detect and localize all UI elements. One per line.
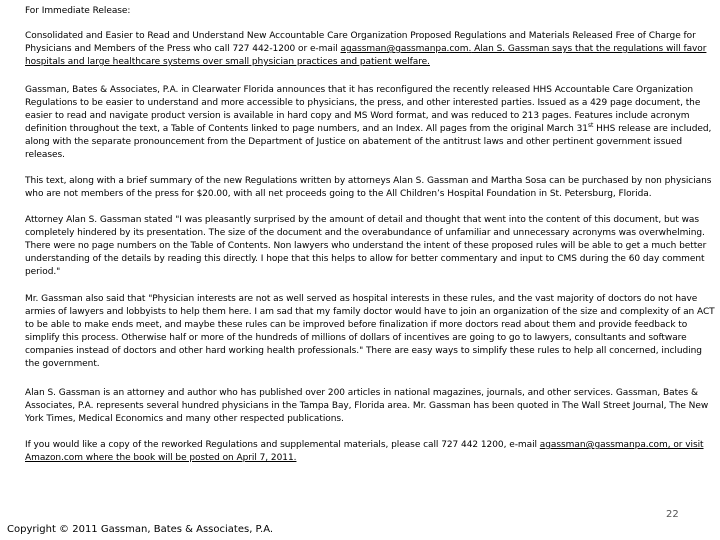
paragraph-physician-interests	[25, 293, 715, 371]
interests-line-3: to be able to make ends meet, and maybe these rules can be improved before finalization if more doctors read about them and provide feedback to	[25, 320, 688, 330]
paragraph-purchase	[25, 175, 711, 201]
announcement-line-3: easier to read and navigate product version is available in hard copy and MS Word format, and was reduced to 213 pages. Features include acronym	[25, 111, 690, 121]
interests-line-1: Mr. Gassman also said that "Physician interests are not as well served as hospital interests in these rules, and the vast majority of doctors do not have	[25, 294, 698, 304]
headline-line-1: Consolidated and Easier to Read and Understand New Accountable Care Organization Proposed Regulations and Materials Released Free of Charge for	[25, 31, 696, 41]
copyright-footer: Copyright © 2011 Gassman, Bates & Associates, P.A.	[7, 524, 274, 535]
announcement-line-1: Gassman, Bates & Associates, P.A. in Clearwater Florida announces that it has reconfigured the recently released HHS Accountable Care Organization	[25, 85, 693, 95]
page-number: 22	[666, 509, 679, 520]
statement-line-4: understanding of the details by reading this directly. I hope that this helps to allow for better commentary and input to CMS during the 60 day comment	[25, 254, 705, 264]
interests-line-2: armies of lawyers and lobbyists to help them here. I am sad that my family doctor would have to join an organization of the size and complexity of an ACT	[25, 307, 715, 317]
statement-line-5: period."	[25, 267, 61, 277]
headline-email-link[interactable]: agassman@gassmanpa.com.	[340, 44, 472, 54]
headline-line-2-text: Physicians and Members of the Press who call 727 442-1200 or e-mail	[25, 44, 341, 54]
paragraph-statement	[25, 214, 706, 279]
headline-line-3: hospitals and large healthcare systems over small physician practices and patient welfare.	[25, 57, 430, 67]
bio-line-3: York Times, Medical Economics and many other respected publications.	[25, 414, 344, 424]
announcement-line-5: along with the separate pronouncement from the Department of Justice on abatement of the antitrust laws and other pertinent government issued	[25, 137, 683, 147]
announcement-line-4b: HHS release are included,	[593, 124, 712, 134]
bio-line-1: Alan S. Gassman is an attorney and author who has published over 200 articles in national magazines, journals, and other services. Gassman, Bates &	[25, 388, 698, 398]
announcement-line-2: Regulations to be easier to understand and more accessible to physicians, the press, and other interested parties. Issued as a 429 page document, the	[25, 98, 701, 108]
superscript-st: st	[587, 122, 594, 129]
headline	[25, 30, 706, 69]
announcement-line-4	[25, 123, 711, 136]
paragraph-announcement	[25, 84, 711, 162]
contact-line-1	[25, 439, 704, 452]
purchase-line-1: This text, along with a brief summary of the new Regulations written by attorneys Alan S. Gassman and Martha Sosa can be purchased by non physicians	[25, 176, 712, 186]
bio-line-2: Associates, P.A. represents several hundred physicians in the Tampa Bay, Florida area. Mr. Gassman has been quoted in The Wall Street Journal, The New	[25, 401, 709, 411]
interests-line-5: companies instead of doctors and other hard working health professionals." There are easy ways to simplify these rules to help all concerned, including	[25, 346, 702, 356]
statement-line-1: Attorney Alan S. Gassman stated "I was pleasantly surprised by the amount of detail and thought that went into the content of this document, but was	[25, 215, 700, 225]
announcement-line-6: releases.	[25, 150, 65, 160]
contact-email-link[interactable]: agassman@gassmanpa.com, or visit	[539, 440, 704, 450]
paragraph-contact	[25, 439, 704, 465]
contact-line-1-text: If you would like a copy of the reworked Regulations and supplemental materials, please call 727 442 1200, e-mail	[25, 440, 540, 450]
headline-line-2-tail: Alan S. Gassman says that the regulations will favor	[471, 44, 707, 54]
announcement-line-4a: definition throughout the text, a Table of Contents linked to page numbers, and an Index. All pages from the original March 31	[25, 124, 588, 134]
release-label: For Immediate Release:	[25, 6, 131, 16]
headline-line-2	[25, 43, 706, 56]
paragraph-bio	[25, 387, 708, 426]
interests-line-6: the government.	[25, 359, 100, 369]
contact-amazon-link[interactable]: Amazon.com where the book will be posted on April 7, 2011.	[25, 453, 297, 463]
statement-line-3: There were no page numbers on the Table of Contents. Non lawyers who understand the intent of these proposed rules will be able to get a much better	[25, 241, 707, 251]
interests-line-4: simplify this process. Otherwise half or more of the hundreds of millions of dollars of incentives are going to go to lawyers, consultants and software	[25, 333, 687, 343]
statement-line-2: completely hindered by its presentation. The size of the document and the overabundance of unfamiliar and unnecessary acronyms was overwhelming.	[25, 228, 705, 238]
purchase-line-2: who are not members of the press for $20.00, with all net proceeds going to the All Children’s Hospital Foundation in St. Petersburg, Florida.	[25, 189, 652, 199]
